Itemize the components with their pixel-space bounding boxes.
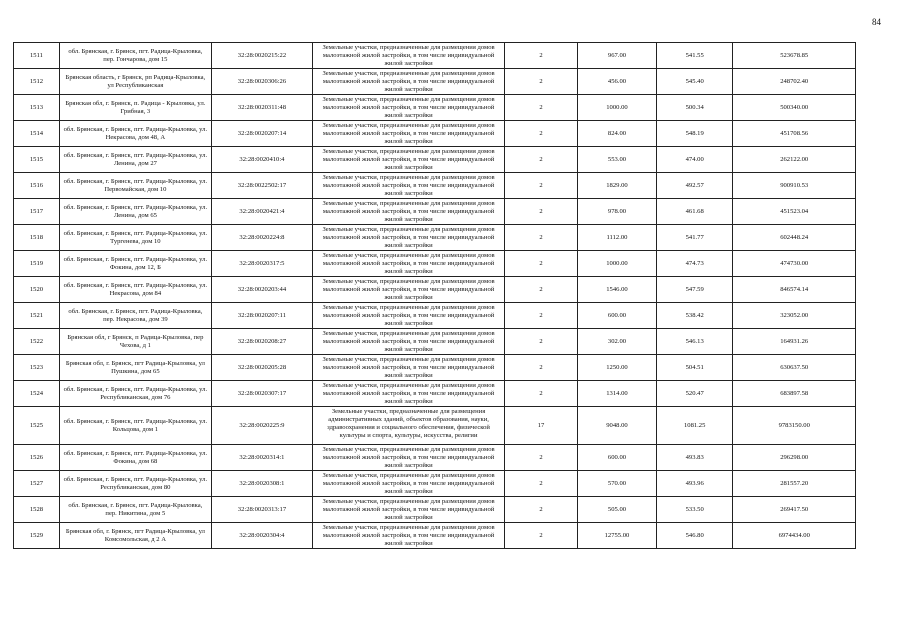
- land-use-text: Земельные участки, предназначенные для размещения домов малоэтажной жилой застройки, в том числе индивидуальной жилой застройки: [322, 445, 495, 469]
- cadastral-value-cell: 6974434.00: [733, 523, 856, 549]
- use-group-cell: 2: [505, 445, 578, 471]
- land-use-cell: [313, 225, 505, 251]
- cadastral-value-cell: 683897.58: [733, 381, 856, 407]
- land-use-text: Земельные участки, предназначенные для размещения домов малоэтажной жилой застройки, в том числе индивидуальной жилой застройки: [322, 381, 495, 405]
- land-use-cell: [313, 407, 505, 445]
- cadastral-number-cell: 32:28:0020307:17: [211, 381, 312, 407]
- row-number: 1520: [14, 277, 60, 303]
- use-group-cell: 2: [505, 381, 578, 407]
- table-row: [14, 251, 856, 277]
- specific-value-cell: 504.51: [656, 355, 733, 381]
- cadastral-value-cell: 846574.14: [733, 277, 856, 303]
- area-cell: 302.00: [578, 329, 657, 355]
- table-row: [14, 173, 856, 199]
- row-number: 1511: [14, 43, 60, 69]
- row-number: 1515: [14, 147, 60, 173]
- area-cell: 456.00: [578, 69, 657, 95]
- cadastral-number-cell: 32:28:0020410:4: [211, 147, 312, 173]
- use-group-cell: 2: [505, 121, 578, 147]
- cadastral-number-cell: 32:28:0020304:4: [211, 523, 312, 549]
- land-use-text: Земельные участки, предназначенные для размещения домов малоэтажной жилой застройки, в том числе индивидуальной жилой застройки: [322, 95, 495, 119]
- land-use-text: Земельные участки, предназначенные для размещения домов малоэтажной жилой застройки, в том числе индивидуальной жилой застройки: [322, 303, 495, 327]
- row-number: 1518: [14, 225, 60, 251]
- land-use-cell: [313, 95, 505, 121]
- land-use-text: Земельные участки, предназначенные для размещения домов малоэтажной жилой застройки, в том числе индивидуальной жилой застройки: [322, 69, 495, 93]
- land-use-cell: [313, 199, 505, 225]
- land-use-cell: [313, 251, 505, 277]
- cadastral-value-cell: 451708.56: [733, 121, 856, 147]
- address-cell: Брянская обл, г. Брянск, пгт Радица-Крыловка, ул Пушкина, дом 65: [59, 355, 211, 381]
- specific-value-cell: 533.50: [656, 497, 733, 523]
- land-use-text: Земельные участки, предназначенные для размещения домов малоэтажной жилой застройки, в том числе индивидуальной жилой застройки: [322, 173, 495, 197]
- use-group-cell: 2: [505, 277, 578, 303]
- land-use-cell: [313, 355, 505, 381]
- land-use-text: Земельные участки, предназначенные для размещения домов малоэтажной жилой застройки, в том числе индивидуальной жилой застройки: [322, 199, 495, 223]
- row-number: 1517: [14, 199, 60, 225]
- table-row: [14, 381, 856, 407]
- land-use-text: Земельные участки, предназначенные для размещения домов малоэтажной жилой застройки, в том числе индивидуальной жилой застройки: [322, 277, 495, 301]
- specific-value-cell: 493.83: [656, 445, 733, 471]
- cadastral-number-cell: 32:28:0020421:4: [211, 199, 312, 225]
- specific-value-cell: 474.73: [656, 251, 733, 277]
- row-number: 1528: [14, 497, 60, 523]
- address-cell: обл. Брянская, г. Брянск, пгт. Радица-Крыловка, ул. Первомайская, дом 10: [59, 173, 211, 199]
- registry-rows: [14, 43, 856, 549]
- cadastral-value-cell: 900910.53: [733, 173, 856, 199]
- cadastral-value-cell: 451523.04: [733, 199, 856, 225]
- row-number: 1514: [14, 121, 60, 147]
- area-cell: 1250.00: [578, 355, 657, 381]
- address-cell: обл. Брянская, г. Брянск, пгт. Радица-Крыловка, пер. Никитина, дом 5: [59, 497, 211, 523]
- specific-value-cell: 500.34: [656, 95, 733, 121]
- cadastral-number-cell: 32:28:0020306:26: [211, 69, 312, 95]
- table-row: [14, 355, 856, 381]
- area-cell: 1000.00: [578, 251, 657, 277]
- row-number: 1525: [14, 407, 60, 445]
- cadastral-value-cell: 602448.24: [733, 225, 856, 251]
- specific-value-cell: 1081.25: [656, 407, 733, 445]
- table-row: [14, 147, 856, 173]
- row-number: 1523: [14, 355, 60, 381]
- area-cell: 600.00: [578, 445, 657, 471]
- use-group-cell: 2: [505, 69, 578, 95]
- area-cell: 9048.00: [578, 407, 657, 445]
- use-group-cell: 2: [505, 173, 578, 199]
- land-use-text: Земельные участки, предназначенные для размещения домов малоэтажной жилой застройки, в том числе индивидуальной жилой застройки: [322, 471, 495, 495]
- address-cell: обл. Брянская, г. Брянск, пгт. Радица-Крыловка, ул. Ленина, дом 65: [59, 199, 211, 225]
- land-use-cell: [313, 381, 505, 407]
- use-group-cell: 2: [505, 355, 578, 381]
- land-use-cell: [313, 173, 505, 199]
- address-cell: обл. Брянская, г. Брянск, пгт. Радица-Крыловка, ул. Республиканская, дом 76: [59, 381, 211, 407]
- address-cell: Брянская обл, г Брянск, п Радица-Крыловка, пер Чехова, д 1: [59, 329, 211, 355]
- area-cell: 505.00: [578, 497, 657, 523]
- specific-value-cell: 546.13: [656, 329, 733, 355]
- area-cell: 1112.00: [578, 225, 657, 251]
- row-number: 1513: [14, 95, 60, 121]
- cadastral-value-cell: 269417.50: [733, 497, 856, 523]
- cadastral-number-cell: 32:28:0020207:11: [211, 303, 312, 329]
- use-group-cell: 2: [505, 147, 578, 173]
- cadastral-number-cell: 32:28:0020205:28: [211, 355, 312, 381]
- specific-value-cell: 548.19: [656, 121, 733, 147]
- row-number: 1512: [14, 69, 60, 95]
- row-number: 1516: [14, 173, 60, 199]
- cadastral-number-cell: 32:28:0020208:27: [211, 329, 312, 355]
- specific-value-cell: 520.47: [656, 381, 733, 407]
- cadastral-number-cell: 32:28:0020313:17: [211, 497, 312, 523]
- cadastral-number-cell: 32:28:0020317:5: [211, 251, 312, 277]
- address-cell: обл. Брянская, г. Брянск, пгт. Радица-Крыловка, пер. Гончарова, дом 15: [59, 43, 211, 69]
- use-group-cell: 2: [505, 329, 578, 355]
- cadastral-value-cell: 500340.00: [733, 95, 856, 121]
- land-use-cell: [313, 329, 505, 355]
- use-group-cell: 2: [505, 303, 578, 329]
- cadastral-number-cell: 32:28:0020215:22: [211, 43, 312, 69]
- land-use-cell: [313, 303, 505, 329]
- address-cell: обл. Брянская, г. Брянск, пгт. Радица-Крыловка, ул. Ленина, дом 27: [59, 147, 211, 173]
- row-number: 1519: [14, 251, 60, 277]
- land-use-text: Земельные участки, предназначенные для размещения домов малоэтажной жилой застройки, в том числе индивидуальной жилой застройки: [322, 523, 495, 547]
- specific-value-cell: 492.57: [656, 173, 733, 199]
- cadastral-number-cell: 32:28:0022502:17: [211, 173, 312, 199]
- cadastral-number-cell: 32:28:0020314:1: [211, 445, 312, 471]
- use-group-cell: 2: [505, 225, 578, 251]
- address-cell: обл. Брянская, г. Брянск, пгт. Радица-Крыловка, ул. Кольцова, дом 1: [59, 407, 211, 445]
- table-row: [14, 445, 856, 471]
- cadastral-number-cell: 32:28:0020203:44: [211, 277, 312, 303]
- address-cell: обл. Брянская, г. Брянск, пгт. Радица-Крыловка, ул. Некрасова, дом 84: [59, 277, 211, 303]
- address-cell: Брянская обл, г. Брянск, пгт Радица-Крыловка, ул Комсомольская, д 2 А: [59, 523, 211, 549]
- address-cell: обл. Брянская, г. Брянск, пгт. Радица-Крыловка, ул. Республиканская, дом 80: [59, 471, 211, 497]
- use-group-cell: 2: [505, 199, 578, 225]
- address-cell: обл. Брянская, г. Брянск, пгт. Радица-Крыловка, ул. Некрасова, дом 48, А: [59, 121, 211, 147]
- use-group-cell: 2: [505, 95, 578, 121]
- specific-value-cell: 493.96: [656, 471, 733, 497]
- land-use-text: Земельные участки, предназначенные для размещения домов малоэтажной жилой застройки, в том числе индивидуальной жилой застройки: [322, 329, 495, 353]
- land-use-cell: [313, 43, 505, 69]
- specific-value-cell: 461.68: [656, 199, 733, 225]
- land-use-cell: [313, 277, 505, 303]
- table-row: [14, 471, 856, 497]
- address-cell: обл. Брянская, г. Брянск, пгт. Радица-Крыловка, ул. Тургенева, дом 10: [59, 225, 211, 251]
- address-cell: Брянская обл, г. Брянск, п. Радица - Крыловка, ул. Грибная, 3: [59, 95, 211, 121]
- land-use-cell: [313, 445, 505, 471]
- land-use-text: Земельные участки, предназначенные для размещения домов малоэтажной жилой застройки, в том числе индивидуальной жилой застройки: [322, 251, 495, 275]
- cadastral-value-cell: 630637.50: [733, 355, 856, 381]
- cadastral-value-cell: 474730.00: [733, 251, 856, 277]
- area-cell: 553.00: [578, 147, 657, 173]
- use-group-cell: 2: [505, 251, 578, 277]
- row-number: 1524: [14, 381, 60, 407]
- area-cell: 570.00: [578, 471, 657, 497]
- row-number: 1529: [14, 523, 60, 549]
- page-number: 84: [872, 17, 881, 27]
- specific-value-cell: 474.00: [656, 147, 733, 173]
- cadastral-number-cell: 32:28:0020308:1: [211, 471, 312, 497]
- table-row: [14, 303, 856, 329]
- address-cell: обл. Брянская, г. Брянск, пгт. Радица-Крыловка, ул. Фокина, дом 68: [59, 445, 211, 471]
- cadastral-value-cell: 164931.26: [733, 329, 856, 355]
- area-cell: 1000.00: [578, 95, 657, 121]
- cadastral-number-cell: 32:28:0020311:48: [211, 95, 312, 121]
- address-cell: Брянская область, г Брянск, рп Радица-Крыловка, ул Республиканская: [59, 69, 211, 95]
- land-use-cell: [313, 121, 505, 147]
- cadastral-value-cell: 323052.00: [733, 303, 856, 329]
- cadastral-value-cell: 281557.20: [733, 471, 856, 497]
- address-cell: обл. Брянская, г. Брянск, пгт. Радица-Крыловка, пер. Некрасова, дом 39: [59, 303, 211, 329]
- area-cell: 1829.00: [578, 173, 657, 199]
- cadastral-value-cell: 523678.85: [733, 43, 856, 69]
- row-number: 1522: [14, 329, 60, 355]
- land-use-text: Земельные участки, предназначенные для размещения административных зданий, объектов образования, науки, здравоохранения и социального обеспечения, физической культуры и спорта, культуры, искусства, религии: [327, 407, 490, 439]
- table-row: [14, 407, 856, 445]
- land-use-cell: [313, 497, 505, 523]
- table-row: [14, 199, 856, 225]
- specific-value-cell: 547.59: [656, 277, 733, 303]
- area-cell: 12755.00: [578, 523, 657, 549]
- cadastral-value-cell: 9783150.00: [733, 407, 856, 445]
- specific-value-cell: 546.80: [656, 523, 733, 549]
- use-group-cell: 2: [505, 471, 578, 497]
- area-cell: 824.00: [578, 121, 657, 147]
- table-row: [14, 329, 856, 355]
- land-use-cell: [313, 471, 505, 497]
- row-number: 1526: [14, 445, 60, 471]
- cadastral-number-cell: 32:28:0020225:9: [211, 407, 312, 445]
- land-use-text: Земельные участки, предназначенные для размещения домов малоэтажной жилой застройки, в том числе индивидуальной жилой застройки: [322, 121, 495, 145]
- table-row: [14, 277, 856, 303]
- cadastral-number-cell: 32:28:0020207:14: [211, 121, 312, 147]
- table-row: [14, 225, 856, 251]
- row-number: 1527: [14, 471, 60, 497]
- row-number: 1521: [14, 303, 60, 329]
- table-row: [14, 121, 856, 147]
- use-group-cell: 2: [505, 497, 578, 523]
- land-use-cell: [313, 147, 505, 173]
- land-use-text: Земельные участки, предназначенные для размещения домов малоэтажной жилой застройки, в том числе индивидуальной жилой застройки: [322, 497, 495, 521]
- cadastral-value-cell: 296298.00: [733, 445, 856, 471]
- specific-value-cell: 538.42: [656, 303, 733, 329]
- table-row: [14, 43, 856, 69]
- use-group-cell: 2: [505, 523, 578, 549]
- cadastral-value-cell: 262122.00: [733, 147, 856, 173]
- table-row: [14, 95, 856, 121]
- specific-value-cell: 541.55: [656, 43, 733, 69]
- table-row: [14, 497, 856, 523]
- cadastral-number-cell: 32:28:0020224:8: [211, 225, 312, 251]
- cadastral-value-cell: 248702.40: [733, 69, 856, 95]
- table-row: [14, 69, 856, 95]
- area-cell: 600.00: [578, 303, 657, 329]
- land-use-cell: [313, 523, 505, 549]
- land-use-text: Земельные участки, предназначенные для размещения домов малоэтажной жилой застройки, в том числе индивидуальной жилой застройки: [322, 355, 495, 379]
- specific-value-cell: 545.40: [656, 69, 733, 95]
- area-cell: 967.00: [578, 43, 657, 69]
- use-group-cell: 2: [505, 43, 578, 69]
- specific-value-cell: 541.77: [656, 225, 733, 251]
- land-use-text: Земельные участки, предназначенные для размещения домов малоэтажной жилой застройки, в том числе индивидуальной жилой застройки: [322, 43, 495, 67]
- area-cell: 978.00: [578, 199, 657, 225]
- area-cell: 1546.00: [578, 277, 657, 303]
- table-row: [14, 523, 856, 549]
- address-cell: обл. Брянская, г. Брянск, пгт. Радица-Крыловка, ул. Фокина, дом 12, Б: [59, 251, 211, 277]
- land-use-cell: [313, 69, 505, 95]
- use-group-cell: 17: [505, 407, 578, 445]
- area-cell: 1314.00: [578, 381, 657, 407]
- land-registry-table: [13, 42, 856, 549]
- land-use-text: Земельные участки, предназначенные для размещения домов малоэтажной жилой застройки, в том числе индивидуальной жилой застройки: [322, 225, 495, 249]
- land-use-text: Земельные участки, предназначенные для размещения домов малоэтажной жилой застройки, в том числе индивидуальной жилой застройки: [322, 147, 495, 171]
